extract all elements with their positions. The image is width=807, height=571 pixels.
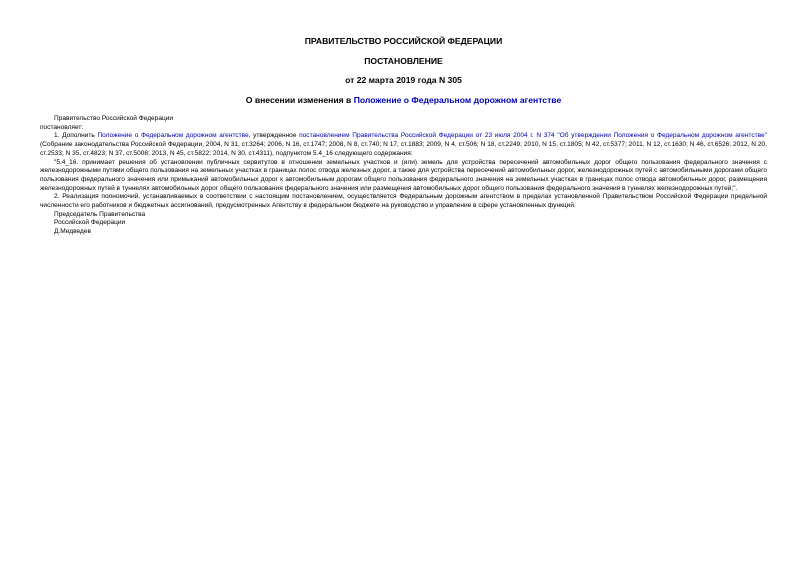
intro-line-2: постановляет: [40,123,84,131]
document-body [40,115,767,237]
link-regulation[interactable]: Положение о Федеральном дорожном агентстве [97,132,249,140]
signature-position-1: Председатель Правительства [54,210,146,218]
item-1-rest: (Собрание законодательства Российской Федерации, 2004, N 31, ст.3264; 2006, N 16, ст.1747; 2008, N 8, ст.740; N 17, ст.1883; 2009, N 4, ст.506; N 18, ст.2249; 2010, N 15, ст.1805; N 42, ст.5377; 2011, N 12, ст.1630; N 46, ст.6526; 2012, N 20, ст.2533; N 35, ст.4823; N 37, ст.5008; 2013, N 45, ст.5822; 2014, N 30, ст.4311), подпунктом 5.4_16 следующего содержания: [40,141,767,157]
signature-name: Д.Медведев [54,228,91,236]
signature-position-2: Российской Федерации [54,219,126,227]
link-resolution-374[interactable]: постановлением Правительства Российской Федерации от 23 июля 2004 г. N 374 "Об утверждении Положения о Федеральном дорожном агентстве" [299,132,767,140]
quoted-subclause: "5.4_16. принимает решения об установлении публичных сервитутов в отношении земельных участков и (или) земель для устройства пересечений автомобильных дорог общего пользования федерального значения с железнодорожными путями общего пользования на земельных участках в границах полос отвода железных дорог, а также для устройства пересечений автомобильных дорог, железнодорожных путей с автомобильными дорогами общего пользования федерального значения или примыканий автомобильных дорог к автомобильным дорогам общего пользования федерального значения на земельных участках в границах полос отвода автомобильных дорог, размещения железнодорожных путей в туннелях автомобильных дорог общего пользования федерального значения или размещения автомобильных дорог общего пользования федерального значения в туннелях железнодорожных путей;". [40,158,767,192]
item-1-prefix: 1. Дополнить [54,132,98,140]
government-heading: ПРАВИТЕЛЬСТВО РОССИЙСКОЙ ФЕДЕРАЦИИ [304,36,503,46]
item-2-paragraph: 2. Реализация полномочий, устанавливаемых в соответствии с настоящим постановлением, осуществляется Федеральным дорожным агентством в пределах установленной Правительством Российской Федерации предельной численности его работников и бюджетных ассигнований, предусмотренных Агентству в федеральном бюджете на руководство и управление в сфере установленных функций. [40,193,767,210]
title-link-regulation[interactable]: Положение о Федеральном дорожном агентстве [353,95,562,105]
title-prefix: О внесении изменения в [245,95,354,105]
item-1-mid: , утвержденное [248,132,300,140]
date-number-heading: от 22 марта 2019 года N 305 [345,75,462,85]
item-1-paragraph [40,132,767,158]
document-type-heading: ПОСТАНОВЛЕНИЕ [364,56,443,66]
intro-line-1: Правительство Российской Федерации [54,115,174,122]
document-title [40,95,767,106]
